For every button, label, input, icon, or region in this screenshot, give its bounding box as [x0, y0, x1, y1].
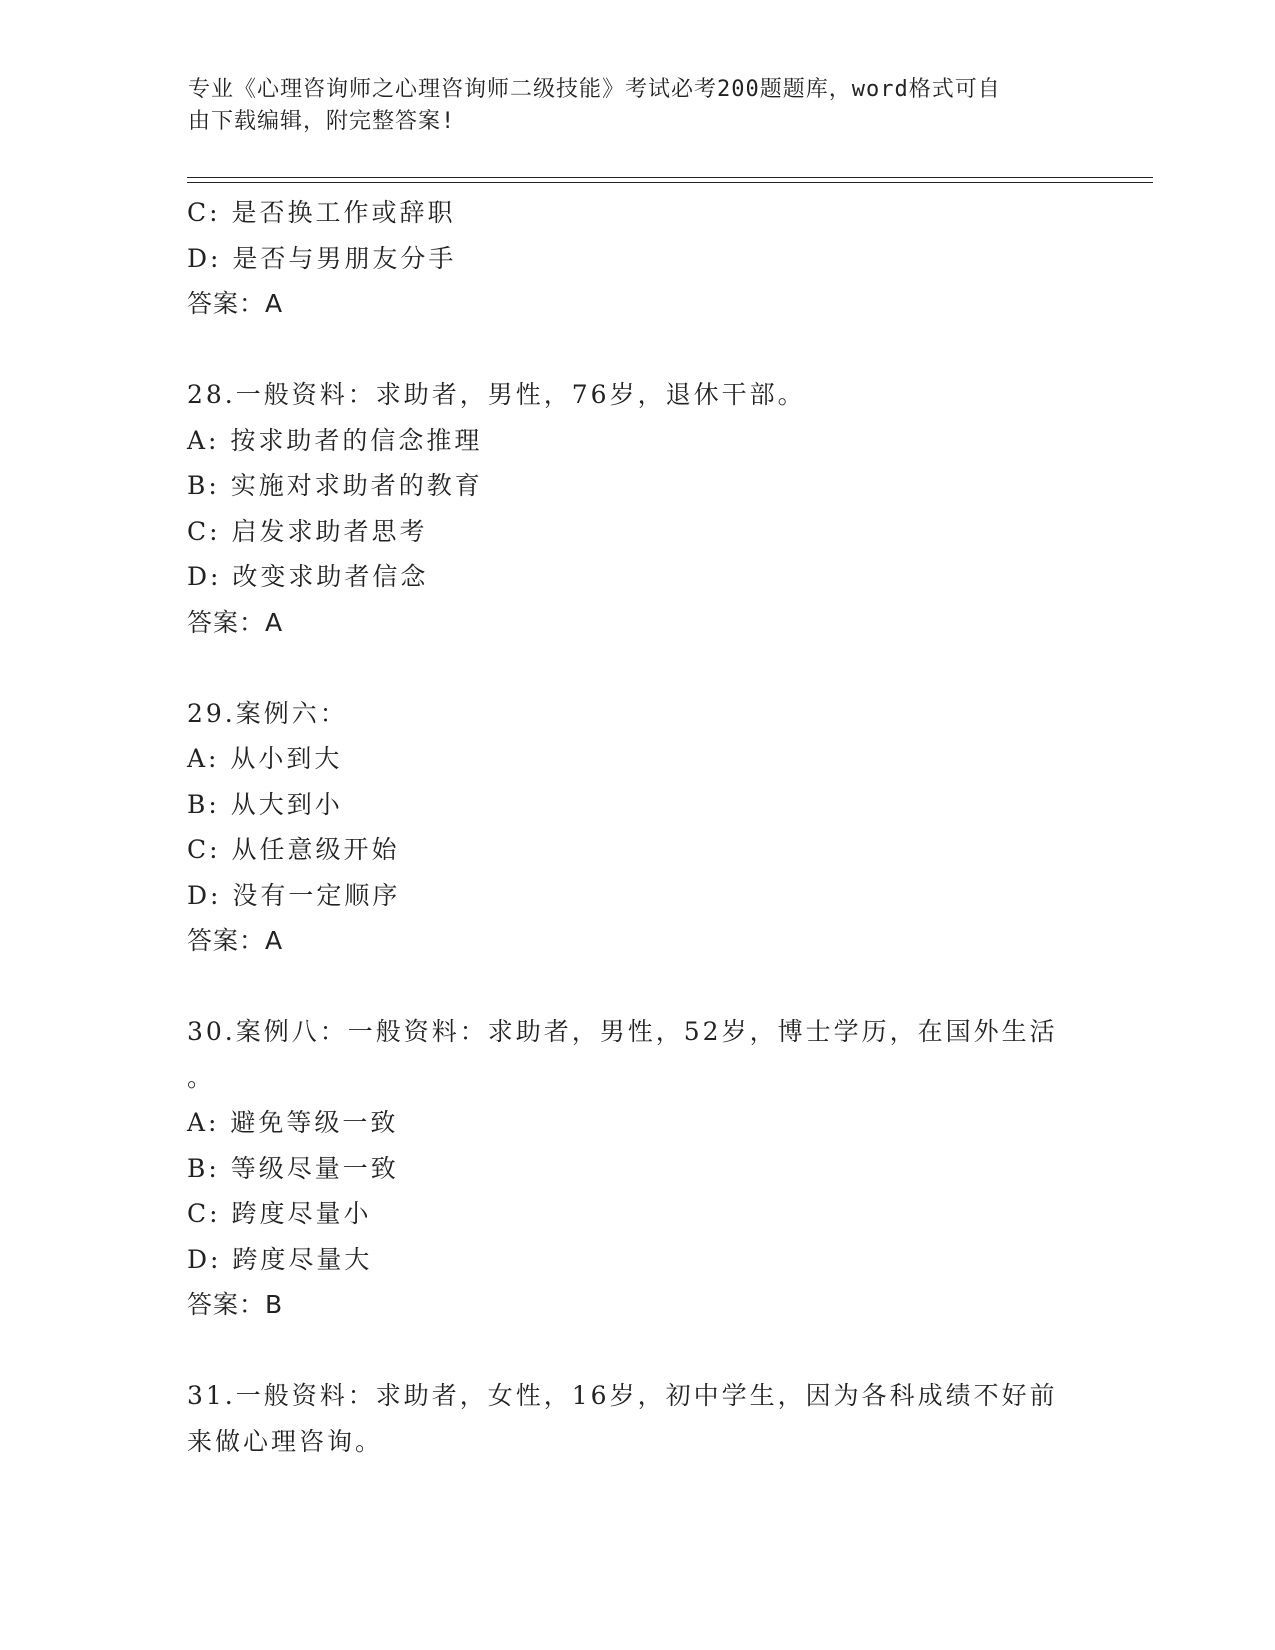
option-c: C: 是否换工作或辞职: [187, 198, 456, 227]
answer-line: 答案：A: [187, 289, 284, 318]
answer-line: 答案：A: [187, 607, 284, 637]
header-divider-top: [187, 177, 1153, 178]
header-line-1: 专业《心理咨询师之心理咨询师二级技能》考试必考200题题库，word格式可自: [188, 77, 1001, 102]
option-a: A: 避免等级一致: [187, 1108, 399, 1137]
question-text: 28.一般资料：求助者，男性，76岁，退休干部。: [187, 380, 806, 409]
option-d: D: 跨度尽量大: [187, 1244, 373, 1274]
question-text-continued: 。: [187, 1062, 216, 1092]
spacer: [187, 327, 1087, 373]
document-header: [188, 74, 1078, 138]
option-a: A: 从小到大: [187, 744, 343, 773]
question-29: [187, 691, 1087, 964]
answer-line: 答案：B: [187, 1290, 284, 1319]
option-c: C: 跨度尽量小: [187, 1199, 372, 1228]
question-text: 30.案例八：一般资料：求助者，男性，52岁，博士学历，在国外生活: [187, 1017, 1058, 1046]
question-28: [187, 372, 1087, 645]
question-list: [187, 190, 1087, 1464]
question-31: [187, 1373, 1087, 1464]
answer-line: 答案：A: [187, 926, 284, 955]
header-line-2: 由下载编辑，附完整答案!: [188, 109, 456, 134]
header-divider-bottom: [187, 182, 1153, 183]
option-d: D: 改变求助者信念: [187, 562, 429, 591]
option-c: C: 从任意级开始: [187, 835, 400, 864]
spacer: [187, 964, 1087, 1010]
option-b: B: 从大到小: [187, 789, 343, 819]
option-b: B: 实施对求助者的教育: [187, 471, 483, 500]
option-d: D: 没有一定顺序: [187, 880, 401, 910]
option-b: B: 等级尽量一致: [187, 1153, 399, 1183]
question-text-continued: 来做心理咨询。: [187, 1426, 384, 1456]
question-30: [187, 1009, 1087, 1328]
question-text: 29.案例六：: [187, 698, 348, 728]
question-27: [187, 190, 1087, 327]
spacer: [187, 1328, 1087, 1374]
option-d: D: 是否与男朋友分手: [187, 243, 457, 273]
option-a: A: 按求助者的信念推理: [187, 425, 483, 455]
question-text: 31.一般资料：求助者，女性，16岁，初中学生，因为各科成绩不好前: [187, 1381, 1058, 1410]
option-c: C: 启发求助者思考: [187, 516, 428, 546]
spacer: [187, 645, 1087, 691]
